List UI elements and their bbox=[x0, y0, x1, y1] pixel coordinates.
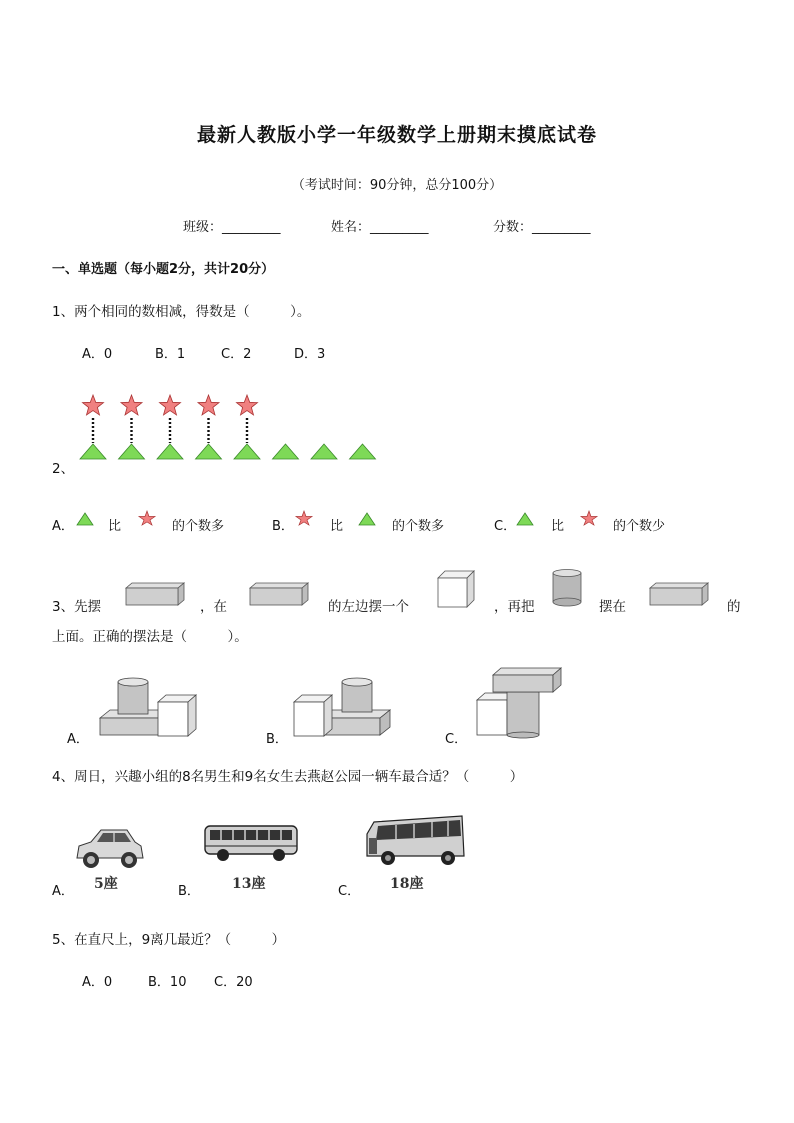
triangle-mark bbox=[311, 444, 337, 459]
cube-icon bbox=[436, 570, 476, 608]
q1-option-b[interactable]: B．1 bbox=[155, 347, 186, 362]
q4-option-b-caption: 13座 bbox=[232, 876, 266, 892]
q2-option-c-tail: 的个数少 bbox=[613, 519, 666, 534]
q5-option-a[interactable]: A．0 bbox=[82, 975, 113, 990]
star-mark bbox=[160, 395, 181, 415]
q1-option-c[interactable]: C．2 bbox=[221, 347, 252, 362]
q4-option-c-letter[interactable]: C． bbox=[338, 884, 361, 899]
q2-option-b-tail: 的个数多 bbox=[392, 519, 445, 534]
class-field[interactable]: 班级：_________ bbox=[183, 220, 281, 235]
q5-option-b[interactable]: B．10 bbox=[148, 975, 187, 990]
star-icon bbox=[580, 510, 598, 526]
triangle-icon bbox=[76, 512, 94, 526]
name-field[interactable]: 姓名：_________ bbox=[331, 220, 429, 235]
q3-option-b-letter[interactable]: B． bbox=[266, 732, 288, 747]
star-icon bbox=[295, 510, 313, 526]
q2-option-a-compare: 比 bbox=[108, 519, 122, 534]
q4-option-a-letter[interactable]: A． bbox=[52, 884, 74, 899]
question-5-text: 5、在直尺上，9离几最近？（ ） bbox=[52, 932, 286, 948]
q3-option-b-figure bbox=[292, 674, 392, 738]
triangle-mark bbox=[80, 444, 106, 459]
q4-option-c-caption: 18座 bbox=[390, 876, 424, 892]
exam-subtitle: （考试时间：90分钟，总分100分） bbox=[291, 178, 503, 193]
q2-option-c-letter[interactable]: C． bbox=[494, 519, 517, 534]
q3-text-line-2: 上面。正确的摆法是（ ）。 bbox=[52, 629, 248, 645]
q5-option-c[interactable]: C．20 bbox=[214, 975, 253, 990]
cuboid-icon bbox=[646, 582, 710, 608]
score-field[interactable]: 分数：_________ bbox=[493, 220, 591, 235]
triangle-icon bbox=[516, 512, 534, 526]
star-mark bbox=[237, 395, 258, 415]
star-mark bbox=[83, 395, 104, 415]
q2-option-b-compare: 比 bbox=[330, 519, 344, 534]
star-mark bbox=[198, 395, 219, 415]
star-icon bbox=[138, 510, 156, 526]
q3-text-part-2: ，在 bbox=[200, 599, 227, 615]
cuboid-icon bbox=[246, 582, 310, 608]
triangle-mark bbox=[234, 444, 260, 459]
q2-option-b-letter[interactable]: B． bbox=[272, 519, 294, 534]
q3-text-part-3: 的左边摆一个 bbox=[328, 599, 409, 615]
q2-option-a-letter[interactable]: A． bbox=[52, 519, 74, 534]
q3-text-part-5: 摆在 bbox=[599, 599, 626, 615]
question-2-number: 2、 bbox=[52, 461, 75, 477]
coach-bus-icon bbox=[364, 812, 468, 870]
triangle-mark bbox=[157, 444, 183, 459]
bus-icon bbox=[203, 822, 299, 864]
q3-text-part-1: 3、先摆 bbox=[52, 599, 102, 615]
q2-option-c-compare: 比 bbox=[551, 519, 565, 534]
q1-option-d[interactable]: D．3 bbox=[294, 347, 326, 362]
car-icon bbox=[73, 822, 145, 872]
q3-text-part-4: ，再把 bbox=[494, 599, 535, 615]
star-mark bbox=[121, 395, 142, 415]
triangle-mark bbox=[273, 444, 299, 459]
question-1-text: 1、两个相同的数相减，得数是（ ）。 bbox=[52, 304, 311, 320]
q3-option-c-figure bbox=[475, 666, 565, 738]
q3-option-a-letter[interactable]: A． bbox=[67, 732, 89, 747]
q3-text-part-6: 的 bbox=[727, 599, 741, 615]
page-title: 最新人教版小学一年级数学上册期末摸底试卷 bbox=[196, 124, 597, 146]
triangle-mark bbox=[119, 444, 145, 459]
cuboid-icon bbox=[122, 582, 186, 608]
q4-option-b-letter[interactable]: B． bbox=[178, 884, 200, 899]
section-title: 一、单选题（每小题2分，共计20分） bbox=[52, 262, 275, 277]
q2-option-a-tail: 的个数多 bbox=[172, 519, 225, 534]
triangle-icon bbox=[358, 512, 376, 526]
question-4-text: 4、周日，兴趣小组的8名男生和9名女生去燕赵公园一辆车最合适？（ ） bbox=[52, 769, 524, 785]
cylinder-icon bbox=[552, 569, 582, 607]
triangle-mark bbox=[196, 444, 222, 459]
triangle-mark bbox=[350, 444, 376, 459]
q3-option-a-figure bbox=[98, 674, 198, 738]
q4-option-a-caption: 5座 bbox=[94, 876, 118, 892]
q1-option-a[interactable]: A．0 bbox=[82, 347, 113, 362]
q3-option-c-letter[interactable]: C． bbox=[445, 732, 468, 747]
